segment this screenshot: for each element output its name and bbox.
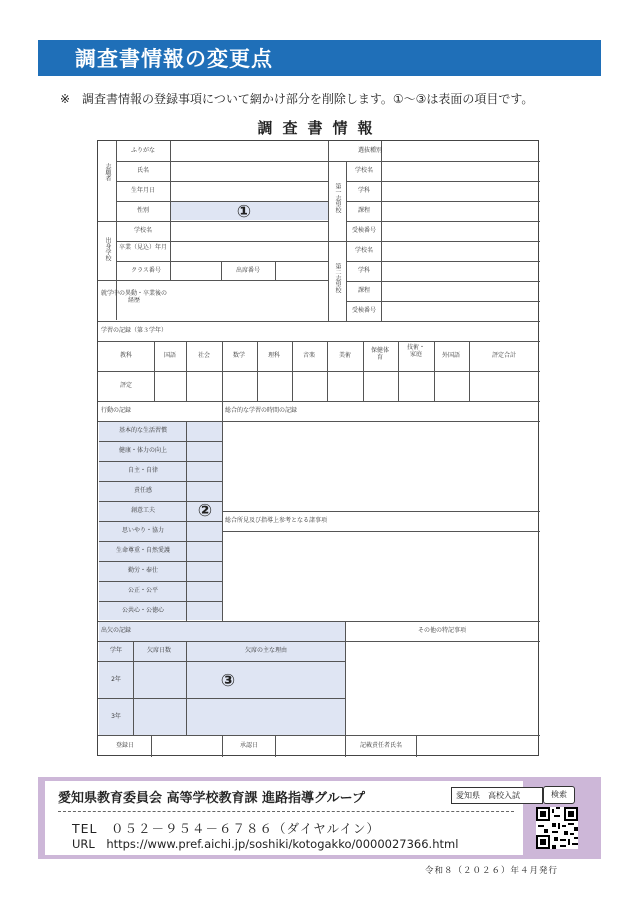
org-name: 愛知県教育委員会 高等学校教育課 進路指導グループ bbox=[58, 791, 366, 806]
transcript-form bbox=[97, 140, 539, 756]
tel-text: TEL ０５２－９５４－６７８６（ダイヤルイン） bbox=[72, 821, 380, 836]
person-label: 記載責任者氏名 bbox=[359, 742, 403, 749]
att-year-label: 学年 bbox=[109, 647, 123, 654]
second-course-label: 課程 bbox=[357, 287, 371, 294]
subject-5: 美術 bbox=[338, 352, 352, 359]
sex-label: 性別 bbox=[136, 207, 150, 214]
furigana-label: ふりがな bbox=[130, 147, 156, 154]
url-link[interactable]: URL https://www.pref.aichi.jp/soshiki/kotogakko/0000027366.html bbox=[72, 837, 459, 851]
behavior-item-4: 創意工夫 bbox=[130, 507, 156, 514]
second-exam-label: 受検番号 bbox=[351, 307, 377, 314]
subject-4: 音楽 bbox=[302, 352, 316, 359]
origin-school-label: 学校名 bbox=[133, 227, 153, 234]
att-reason-label: 欠席の主な理由 bbox=[244, 647, 288, 654]
footer-divider bbox=[58, 811, 514, 812]
behavior-item-1: 健康・体力の向上 bbox=[118, 447, 168, 454]
eval-label: 評定 bbox=[119, 382, 133, 389]
search-box[interactable]: 愛知県 高校入試 bbox=[451, 787, 543, 804]
birth-label: 生年月日 bbox=[130, 187, 156, 194]
second-school-label: 学校名 bbox=[354, 247, 374, 254]
att-absent-label: 欠席日数 bbox=[146, 647, 172, 654]
behavior-item-7: 勤労・奉仕 bbox=[127, 567, 159, 574]
marker-2: ② bbox=[197, 501, 213, 521]
grades-header: 学習の記録（第３学年） bbox=[101, 327, 168, 334]
subject-label: 教科 bbox=[119, 352, 133, 359]
origin-group-label: 出身学校 bbox=[104, 237, 111, 261]
behavior-item-8: 公正・公平 bbox=[127, 587, 159, 594]
behavior-item-3: 責任感 bbox=[133, 487, 153, 494]
subject-3: 理科 bbox=[267, 352, 281, 359]
first-choice-group: 第一志望校 bbox=[334, 183, 341, 213]
qr-code-icon bbox=[536, 807, 578, 849]
subject-2: 数学 bbox=[232, 352, 246, 359]
behavior-item-6: 生命尊重・自然愛護 bbox=[115, 547, 171, 554]
name-label: 氏名 bbox=[136, 167, 150, 174]
career-label: 就学中の異動・卒業後の経歴 bbox=[101, 290, 168, 304]
att-row-3: 3年 bbox=[111, 713, 121, 720]
first-course-label: 課程 bbox=[357, 207, 371, 214]
grad-label: 卒業（見込）年月 bbox=[118, 244, 167, 251]
selection-kind-label: 選抜種別 bbox=[357, 147, 383, 154]
banner-title: 調査書情報の変更点 bbox=[75, 47, 273, 71]
subject-1: 社会 bbox=[197, 352, 211, 359]
second-choice-group: 第二志望校 bbox=[334, 263, 341, 293]
first-school-label: 学校名 bbox=[354, 167, 374, 174]
attendance-header: 出欠の記録 bbox=[101, 627, 132, 634]
issue-date: 令和８（２０２６）年４月発行 bbox=[425, 866, 559, 876]
findings-header: 総合所見及び指導上参考となる諸事項 bbox=[225, 517, 328, 524]
applicant-group-label: 志願者 bbox=[104, 163, 111, 181]
behavior-item-5: 思いやり・協力 bbox=[121, 527, 165, 534]
class-label: クラス番号 bbox=[131, 267, 161, 274]
marker-1: ① bbox=[236, 202, 252, 222]
marker-3: ③ bbox=[220, 671, 236, 691]
subject-7: 技術・家庭 bbox=[407, 344, 426, 358]
subject-0: 国語 bbox=[163, 352, 177, 359]
total-label: 評定合計 bbox=[491, 352, 517, 359]
subject-6: 保健体育 bbox=[371, 347, 390, 361]
intro-note: ※ 調査書情報の登録事項について網かけ部分を削除します。①～③は表面の項目です。 bbox=[60, 92, 534, 106]
subject-8: 外国語 bbox=[441, 352, 461, 359]
behavior-item-2: 自主・自律 bbox=[127, 467, 159, 474]
first-dept-label: 学科 bbox=[357, 187, 371, 194]
att-row-2: 2年 bbox=[111, 676, 121, 683]
integrated-header: 総合的な学習の時間の記録 bbox=[225, 407, 298, 414]
other-header: その他の特記事項 bbox=[417, 627, 467, 634]
second-dept-label: 学科 bbox=[357, 267, 371, 274]
approve-date-label: 承認日 bbox=[239, 742, 259, 749]
reg-date-label: 登録日 bbox=[115, 742, 135, 749]
behavior-header: 行動の記録 bbox=[101, 407, 132, 414]
first-exam-label: 受検番号 bbox=[351, 227, 377, 234]
behavior-item-0: 基本的な生活習慣 bbox=[118, 427, 168, 434]
form-title: 調査書情報 bbox=[257, 119, 383, 137]
behavior-item-9: 公共心・公徳心 bbox=[121, 607, 165, 614]
page-banner bbox=[38, 40, 601, 76]
search-button[interactable]: 検索 bbox=[543, 786, 575, 804]
seat-label: 出席番号 bbox=[235, 267, 261, 274]
